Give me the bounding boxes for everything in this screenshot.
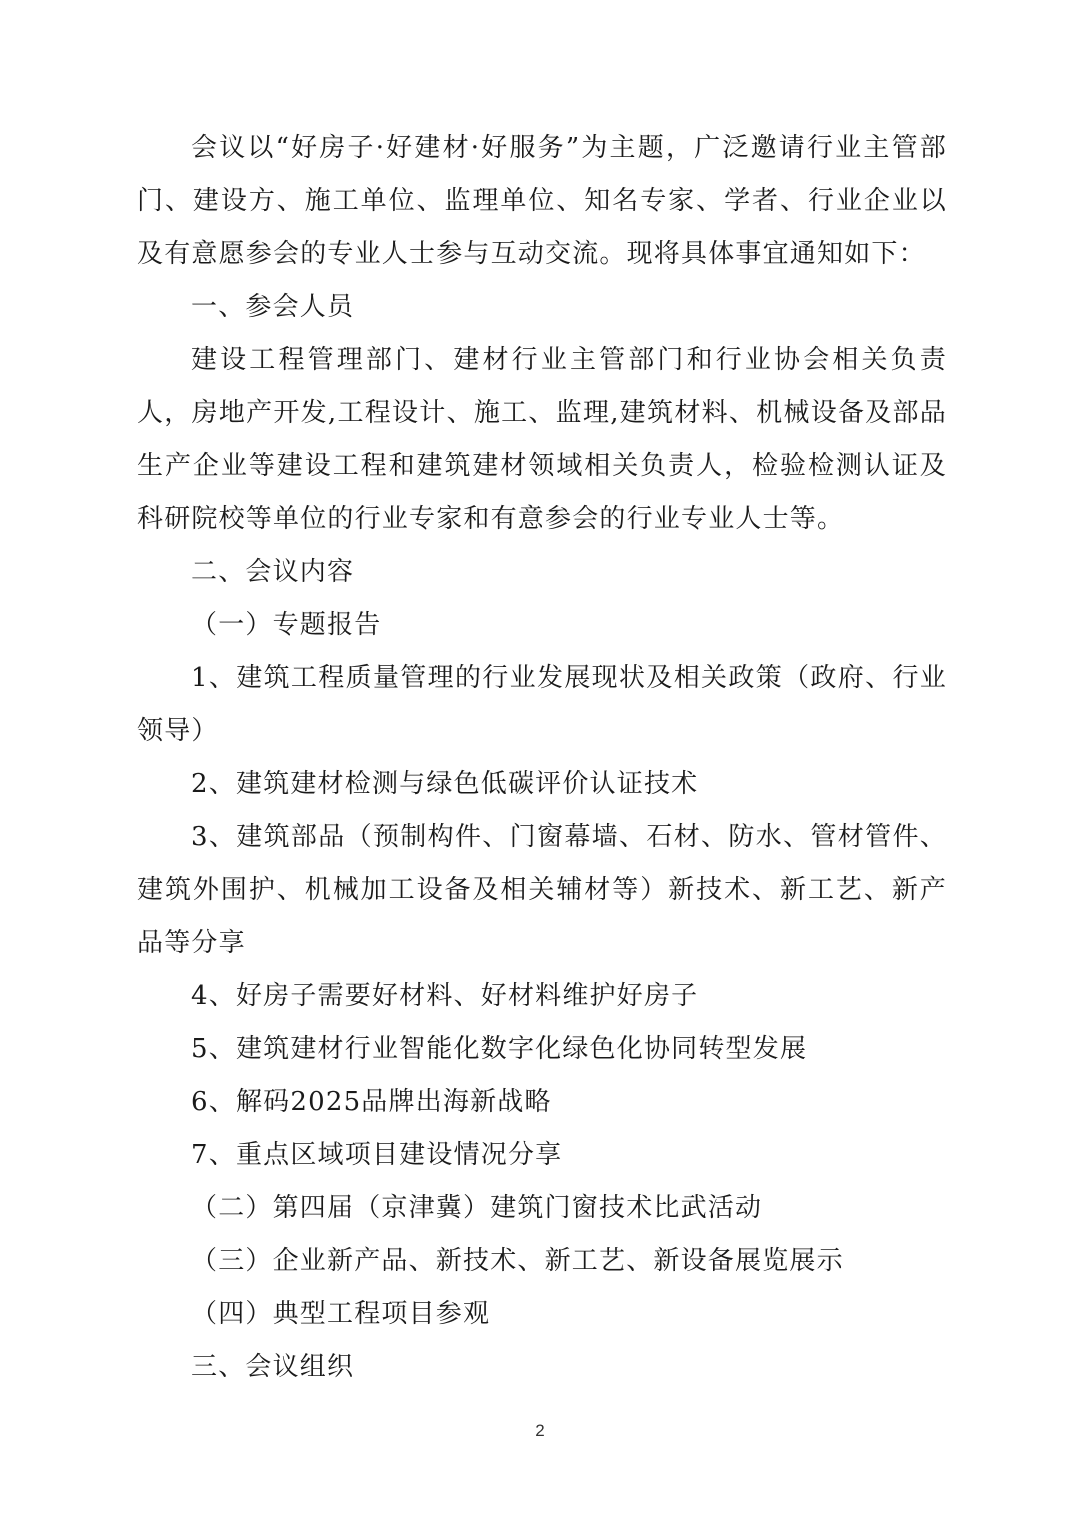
- body-text: [137, 122, 947, 1394]
- section-3-heading: 三、会议组织: [191, 1352, 355, 1382]
- list-item: 2、建筑建材检测与绿色低碳评价认证技术: [191, 769, 699, 799]
- list-item: 1、建筑工程质量管理的行业发展现状及相关政策（政府、行业领导）: [137, 663, 947, 746]
- section-1-body: 建设工程管理部门、建材行业主管部门和行业协会相关负责人，房地产开发,工程设计、施工、监理,建筑材料、机械设备及部品生产企业等建设工程和建筑建材领域相关负责人，检验检测认证及科研院校等单位的行业专家和有意参会的行业专业人士等。: [137, 345, 947, 534]
- section-1-heading: 一、参会人员: [191, 292, 355, 322]
- subsection-heading: （四）典型工程项目参观: [191, 1299, 491, 1329]
- page-number: 2: [535, 1421, 545, 1440]
- section-2-heading: 二、会议内容: [191, 557, 355, 587]
- list-item: 5、建筑建材行业智能化数字化绿色化协同转型发展: [191, 1034, 808, 1064]
- list-item: 7、重点区域项目建设情况分享: [191, 1140, 563, 1170]
- list-item: 4、好房子需要好材料、好材料维护好房子: [191, 981, 699, 1011]
- intro-paragraph: 会议以“好房子·好建材·好服务”为主题，广泛邀请行业主管部门、建设方、施工单位、监理单位、知名专家、学者、行业企业以及有意愿参会的专业人士参与互动交流。现将具体事宜通知如下：: [137, 133, 947, 269]
- subsection-heading: （三）企业新产品、新技术、新工艺、新设备展览展示: [191, 1246, 844, 1276]
- subsection-heading: （一）专题报告: [191, 610, 382, 640]
- subsection-heading: （二）第四届（京津冀）建筑门窗技术比武活动: [191, 1193, 763, 1223]
- list-item: 3、建筑部品（预制构件、门窗幕墙、石材、防水、管材管件、建筑外围护、机械加工设备及相关辅材等）新技术、新工艺、新产品等分享: [137, 822, 947, 958]
- list-item: 6、解码2025品牌出海新战略: [191, 1087, 552, 1117]
